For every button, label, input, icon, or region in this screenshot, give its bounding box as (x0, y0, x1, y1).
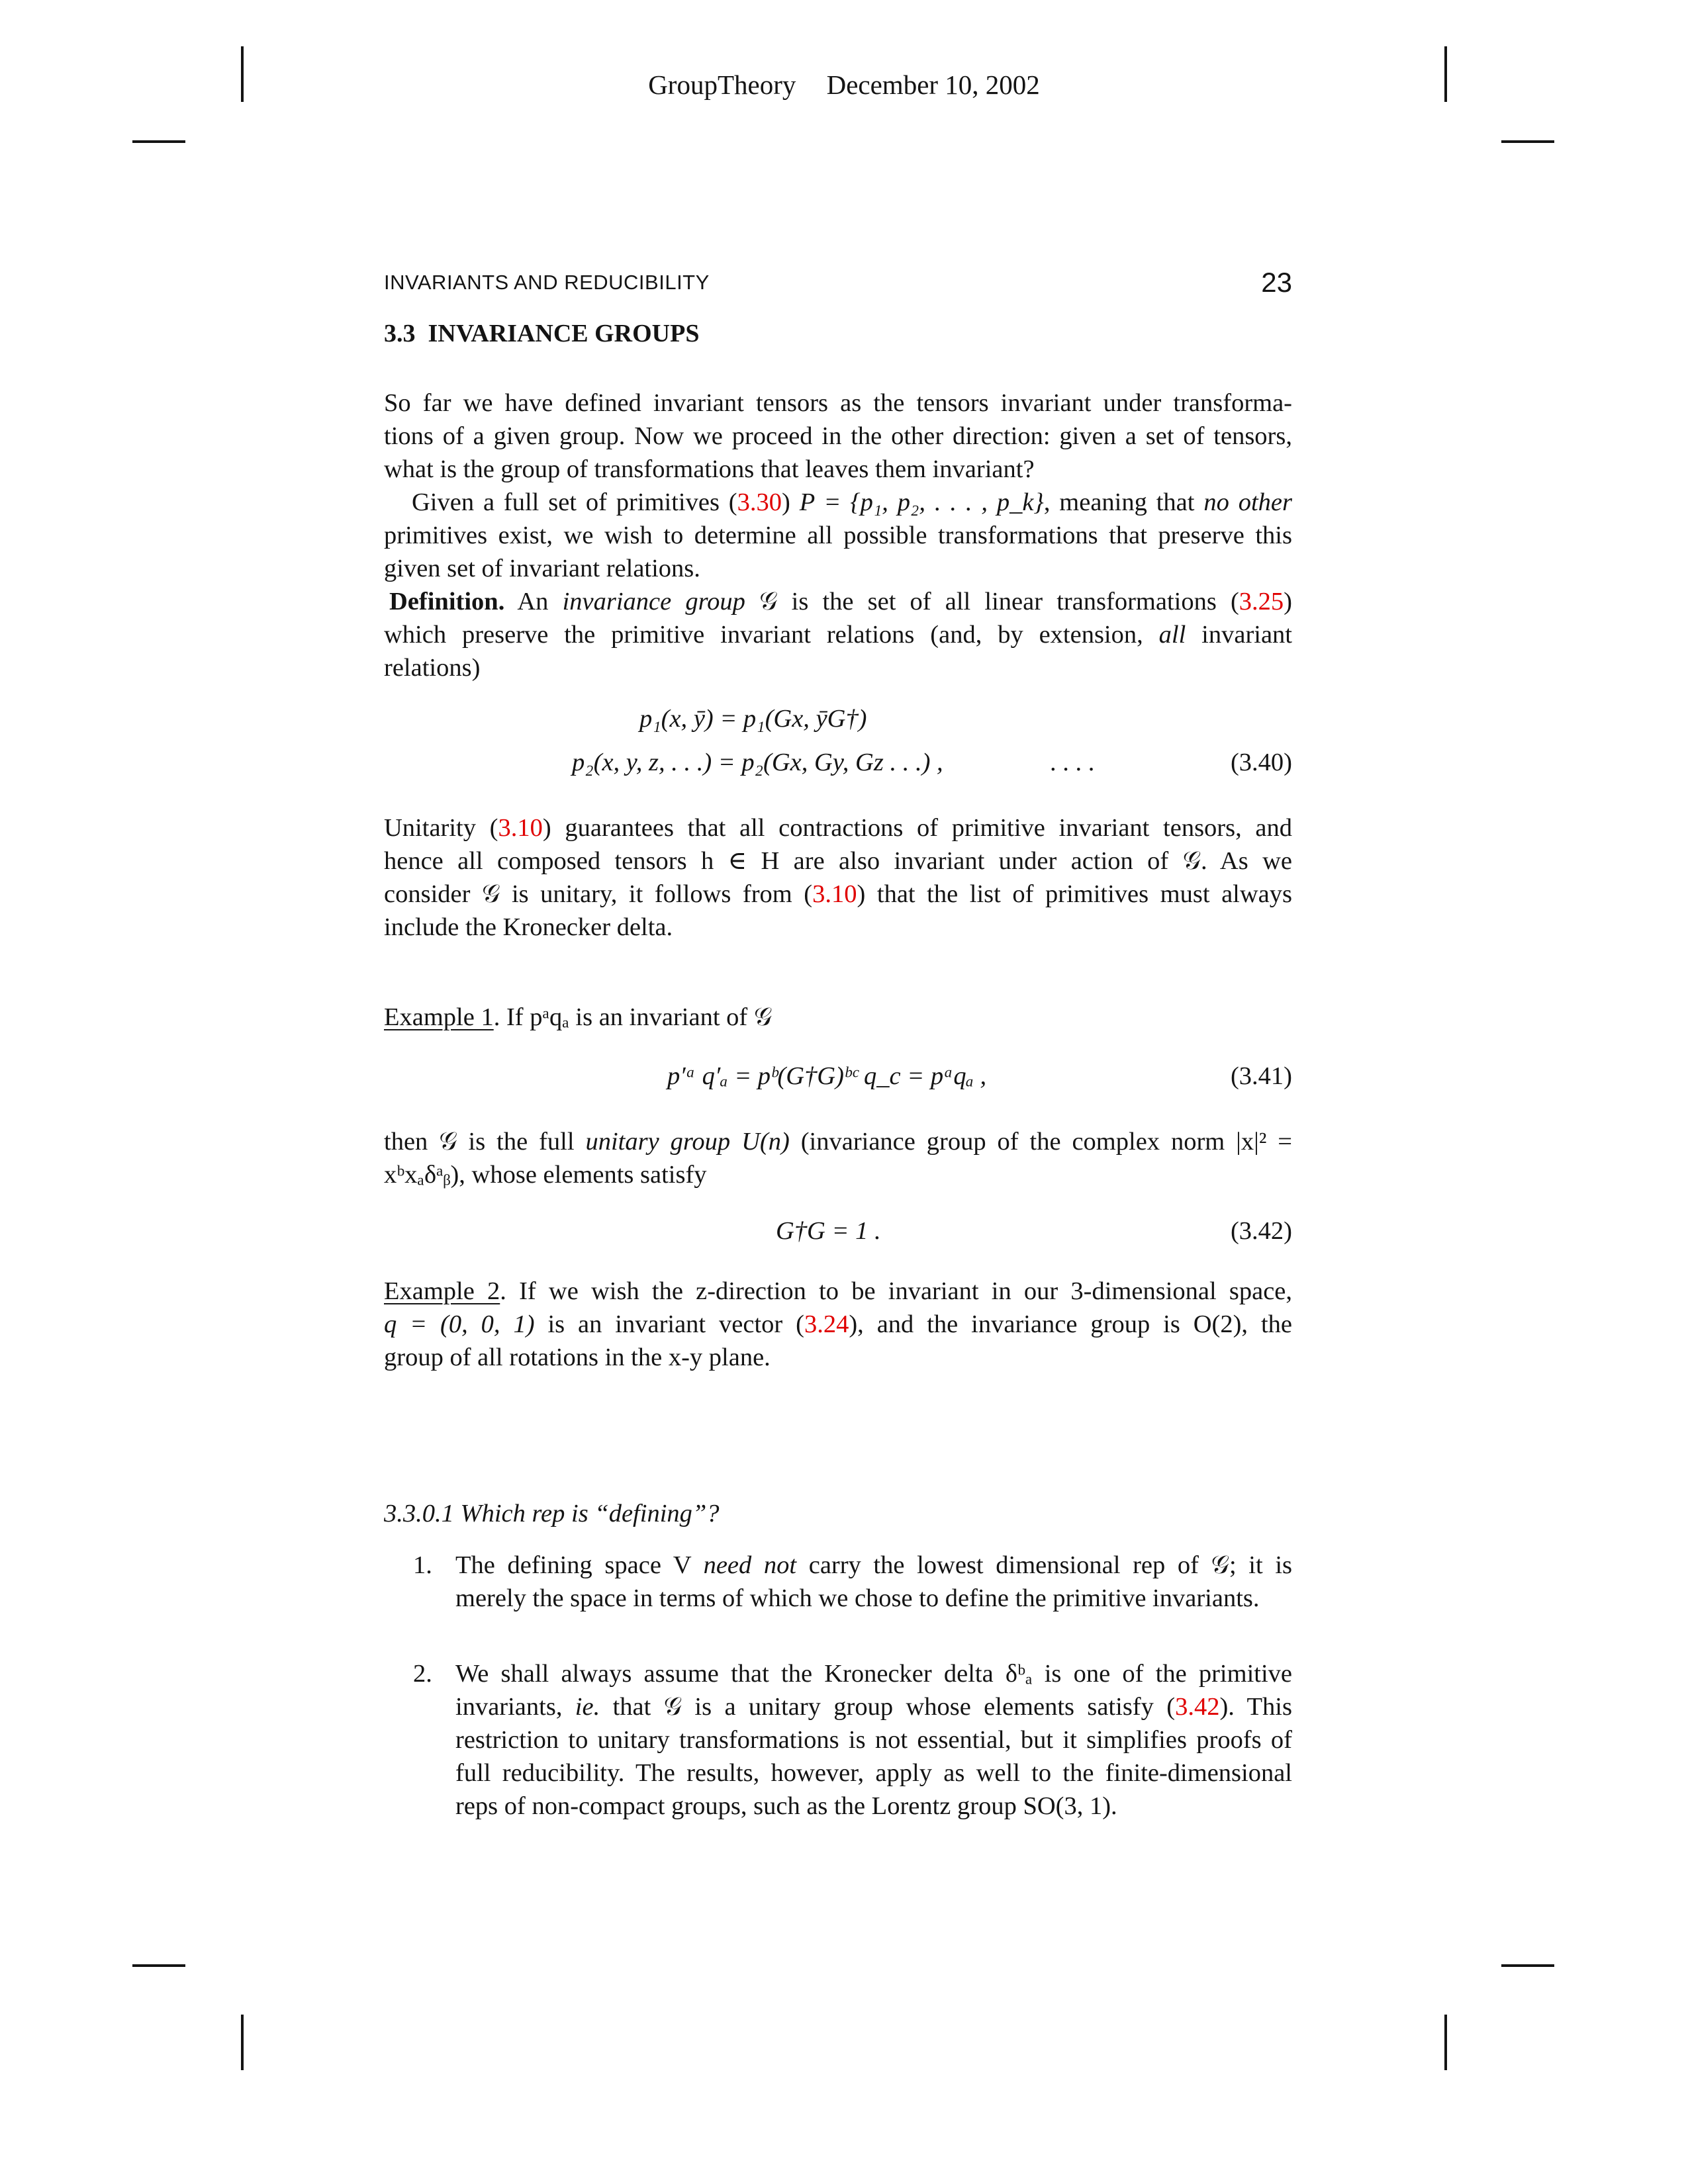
equation-number: (3.41) (1230, 1062, 1292, 1090)
crop-mark-top-right-horizontal (1501, 140, 1554, 143)
running-head (384, 268, 1292, 308)
text-line (384, 618, 1292, 651)
paragraph-primitives (384, 486, 1292, 585)
text-line: merely the space in terms of which we chose to define the primitive invariants. (455, 1584, 1260, 1612)
text-line: full reducibility. The results, however, apply as well to the finite-dimensional (455, 1759, 1292, 1787)
text-line (384, 486, 1292, 519)
list-item-body (455, 1657, 1292, 1823)
list-item-body (455, 1549, 1292, 1615)
text: invariants, (455, 1693, 575, 1721)
example-1-intro (384, 1001, 1292, 1034)
text: . If we wish the z-direction to be invariant in our 3-dimensional space, (500, 1277, 1292, 1305)
section-title: INVARIANCE GROUPS (428, 320, 700, 347)
text-line (455, 1549, 1292, 1582)
text-line: given set of invariant relations. (384, 555, 700, 582)
equation-3-40-line1: p₁(x, ȳ) = p₁(Gx, ȳG†) (639, 705, 867, 733)
equation-ref-link[interactable]: 3.24 (804, 1310, 849, 1338)
text-line: So far we have defined invariant tensors as the tensors invariant under transforma- (384, 389, 1292, 417)
document-title: GroupTheory (648, 69, 796, 100)
equation-number: (3.42) (1230, 1217, 1292, 1245)
example-2 (384, 1275, 1292, 1374)
text-line: what is the group of transformations that leaves them invariant? (384, 455, 1035, 483)
definition-block (384, 585, 1292, 684)
math: 𝒢 (759, 588, 778, 615)
running-title: INVARIANTS AND REDUCIBILITY (384, 271, 710, 294)
text-line (384, 585, 1292, 618)
paragraph-unitarity (384, 811, 1292, 944)
emphasis: all (1158, 621, 1186, 649)
text-line (384, 1125, 1292, 1158)
equation-ref-link[interactable]: 3.10 (498, 814, 543, 842)
emphasis: need not (703, 1551, 797, 1579)
text-line: hence all composed tensors h ∈ H are also invariant under action of 𝒢. As we (384, 847, 1292, 875)
text: , meaning that (1043, 488, 1204, 516)
section-number: 3.3 (384, 320, 416, 347)
text-line (384, 1001, 1292, 1034)
definition-label: Definition. (389, 588, 505, 615)
crop-mark-bottom-right-vertical (1444, 2015, 1447, 2070)
equation-ref-link[interactable]: 3.30 (737, 488, 782, 516)
text: consider 𝒢 is unitary, it follows from ( (384, 880, 813, 908)
text-line (384, 1275, 1292, 1308)
example-label: Example 2 (384, 1277, 500, 1305)
text-line: group of all rotations in the x-y plane. (384, 1343, 771, 1371)
example-1-after (384, 1125, 1292, 1191)
emphasis: ie. (575, 1693, 600, 1721)
text: ) guarantees that all contractions of primitive invariant tensors, and (542, 814, 1292, 842)
crop-mark-bottom-left-vertical (241, 2015, 244, 2070)
equation-3-41: p′ᵃ q′ₐ = pᵇ(G†G)ᵇᶜ q_c = pᵃqₐ , (667, 1062, 987, 1090)
text-line: relations) (384, 654, 481, 682)
text: then 𝒢 is the full (384, 1128, 586, 1156)
equation-ref-link[interactable]: 3.42 (1175, 1693, 1220, 1721)
equation-3-42: G†G = 1 . (776, 1217, 881, 1245)
text-line: include the Kronecker delta. (384, 913, 673, 941)
paragraph-intro (384, 387, 1292, 486)
crop-mark-bottom-left-horizontal (132, 1964, 185, 1967)
section-heading (384, 319, 1292, 348)
text-line: primitives exist, we wish to determine all possible transformations that preserve this (384, 522, 1292, 549)
text-line (384, 1308, 1292, 1341)
text: ), and the invariance group is O(2), the (849, 1310, 1292, 1338)
text: . If pᵃqₐ is an invariant of 𝒢 (493, 1003, 773, 1031)
text-line: We shall always assume that the Kronecker delta δᵇₐ is one of the primitive (455, 1660, 1292, 1688)
list-number: 1. (413, 1551, 432, 1579)
emphasis: unitary group U(n) (585, 1128, 790, 1156)
emphasis: invariance group (562, 588, 745, 615)
crop-mark-bottom-right-horizontal (1501, 1964, 1554, 1967)
text: that 𝒢 is a unitary group whose elements satisfy ( (600, 1693, 1176, 1721)
text: Given a full set of primitives ( (412, 488, 737, 516)
text: ) (782, 488, 800, 516)
text-line (384, 878, 1292, 911)
equation-number: (3.40) (1230, 749, 1292, 776)
document-header (0, 69, 1688, 101)
text: (invariance group of the complex norm |x|² = (789, 1128, 1292, 1156)
text: carry the lowest dimensional rep of 𝒢; it is (796, 1551, 1293, 1579)
subsection-heading: 3.3.0.1 Which rep is “defining”? (384, 1500, 720, 1527)
list-number: 2. (413, 1660, 432, 1688)
equation-3-40-line2: p₂(x, y, z, . . .) = p₂(Gx, Gy, Gz . . .) , (572, 749, 943, 776)
text: which preserve the primitive invariant relations (and, by extension, (384, 621, 1159, 649)
crop-mark-top-left-horizontal (132, 140, 185, 143)
text-line (455, 1690, 1292, 1723)
equation-3-40-dots: . . . . (1050, 749, 1095, 776)
text-line: tions of a given group. Now we proceed in the other direction: given a set of tensors, (384, 422, 1292, 450)
document-date: December 10, 2002 (826, 69, 1040, 100)
text: invariant (1186, 621, 1292, 649)
text: ) (1284, 588, 1292, 615)
text-line: restriction to unitary transformations is not essential, but it simplifies proofs of (455, 1726, 1292, 1754)
example-label: Example 1 (384, 1003, 494, 1031)
text: is an invariant vector ( (534, 1310, 804, 1338)
text-line: xᵇxₐδᵃᵦ), whose elements satisfy (384, 1161, 707, 1189)
equation-ref-link[interactable]: 3.25 (1239, 588, 1284, 615)
emphasis: no other (1203, 488, 1292, 516)
math: q = (0, 0, 1) (384, 1310, 535, 1338)
text-line: reps of non-compact groups, such as the Lorentz group SO(3, 1). (455, 1792, 1117, 1820)
text: is the set of all linear transformations ( (777, 588, 1239, 615)
text: The defining space V (455, 1551, 704, 1579)
text: ) that the list of primitives must always (857, 880, 1293, 908)
math: P = {p₁, p₂, . . . , p_k} (799, 488, 1044, 516)
equation-ref-link[interactable]: 3.10 (812, 880, 857, 908)
text-line (384, 811, 1292, 844)
text: An (504, 588, 563, 615)
text: ). This (1219, 1693, 1292, 1721)
page-number: 23 (1261, 267, 1292, 298)
text: Unitarity ( (384, 814, 498, 842)
